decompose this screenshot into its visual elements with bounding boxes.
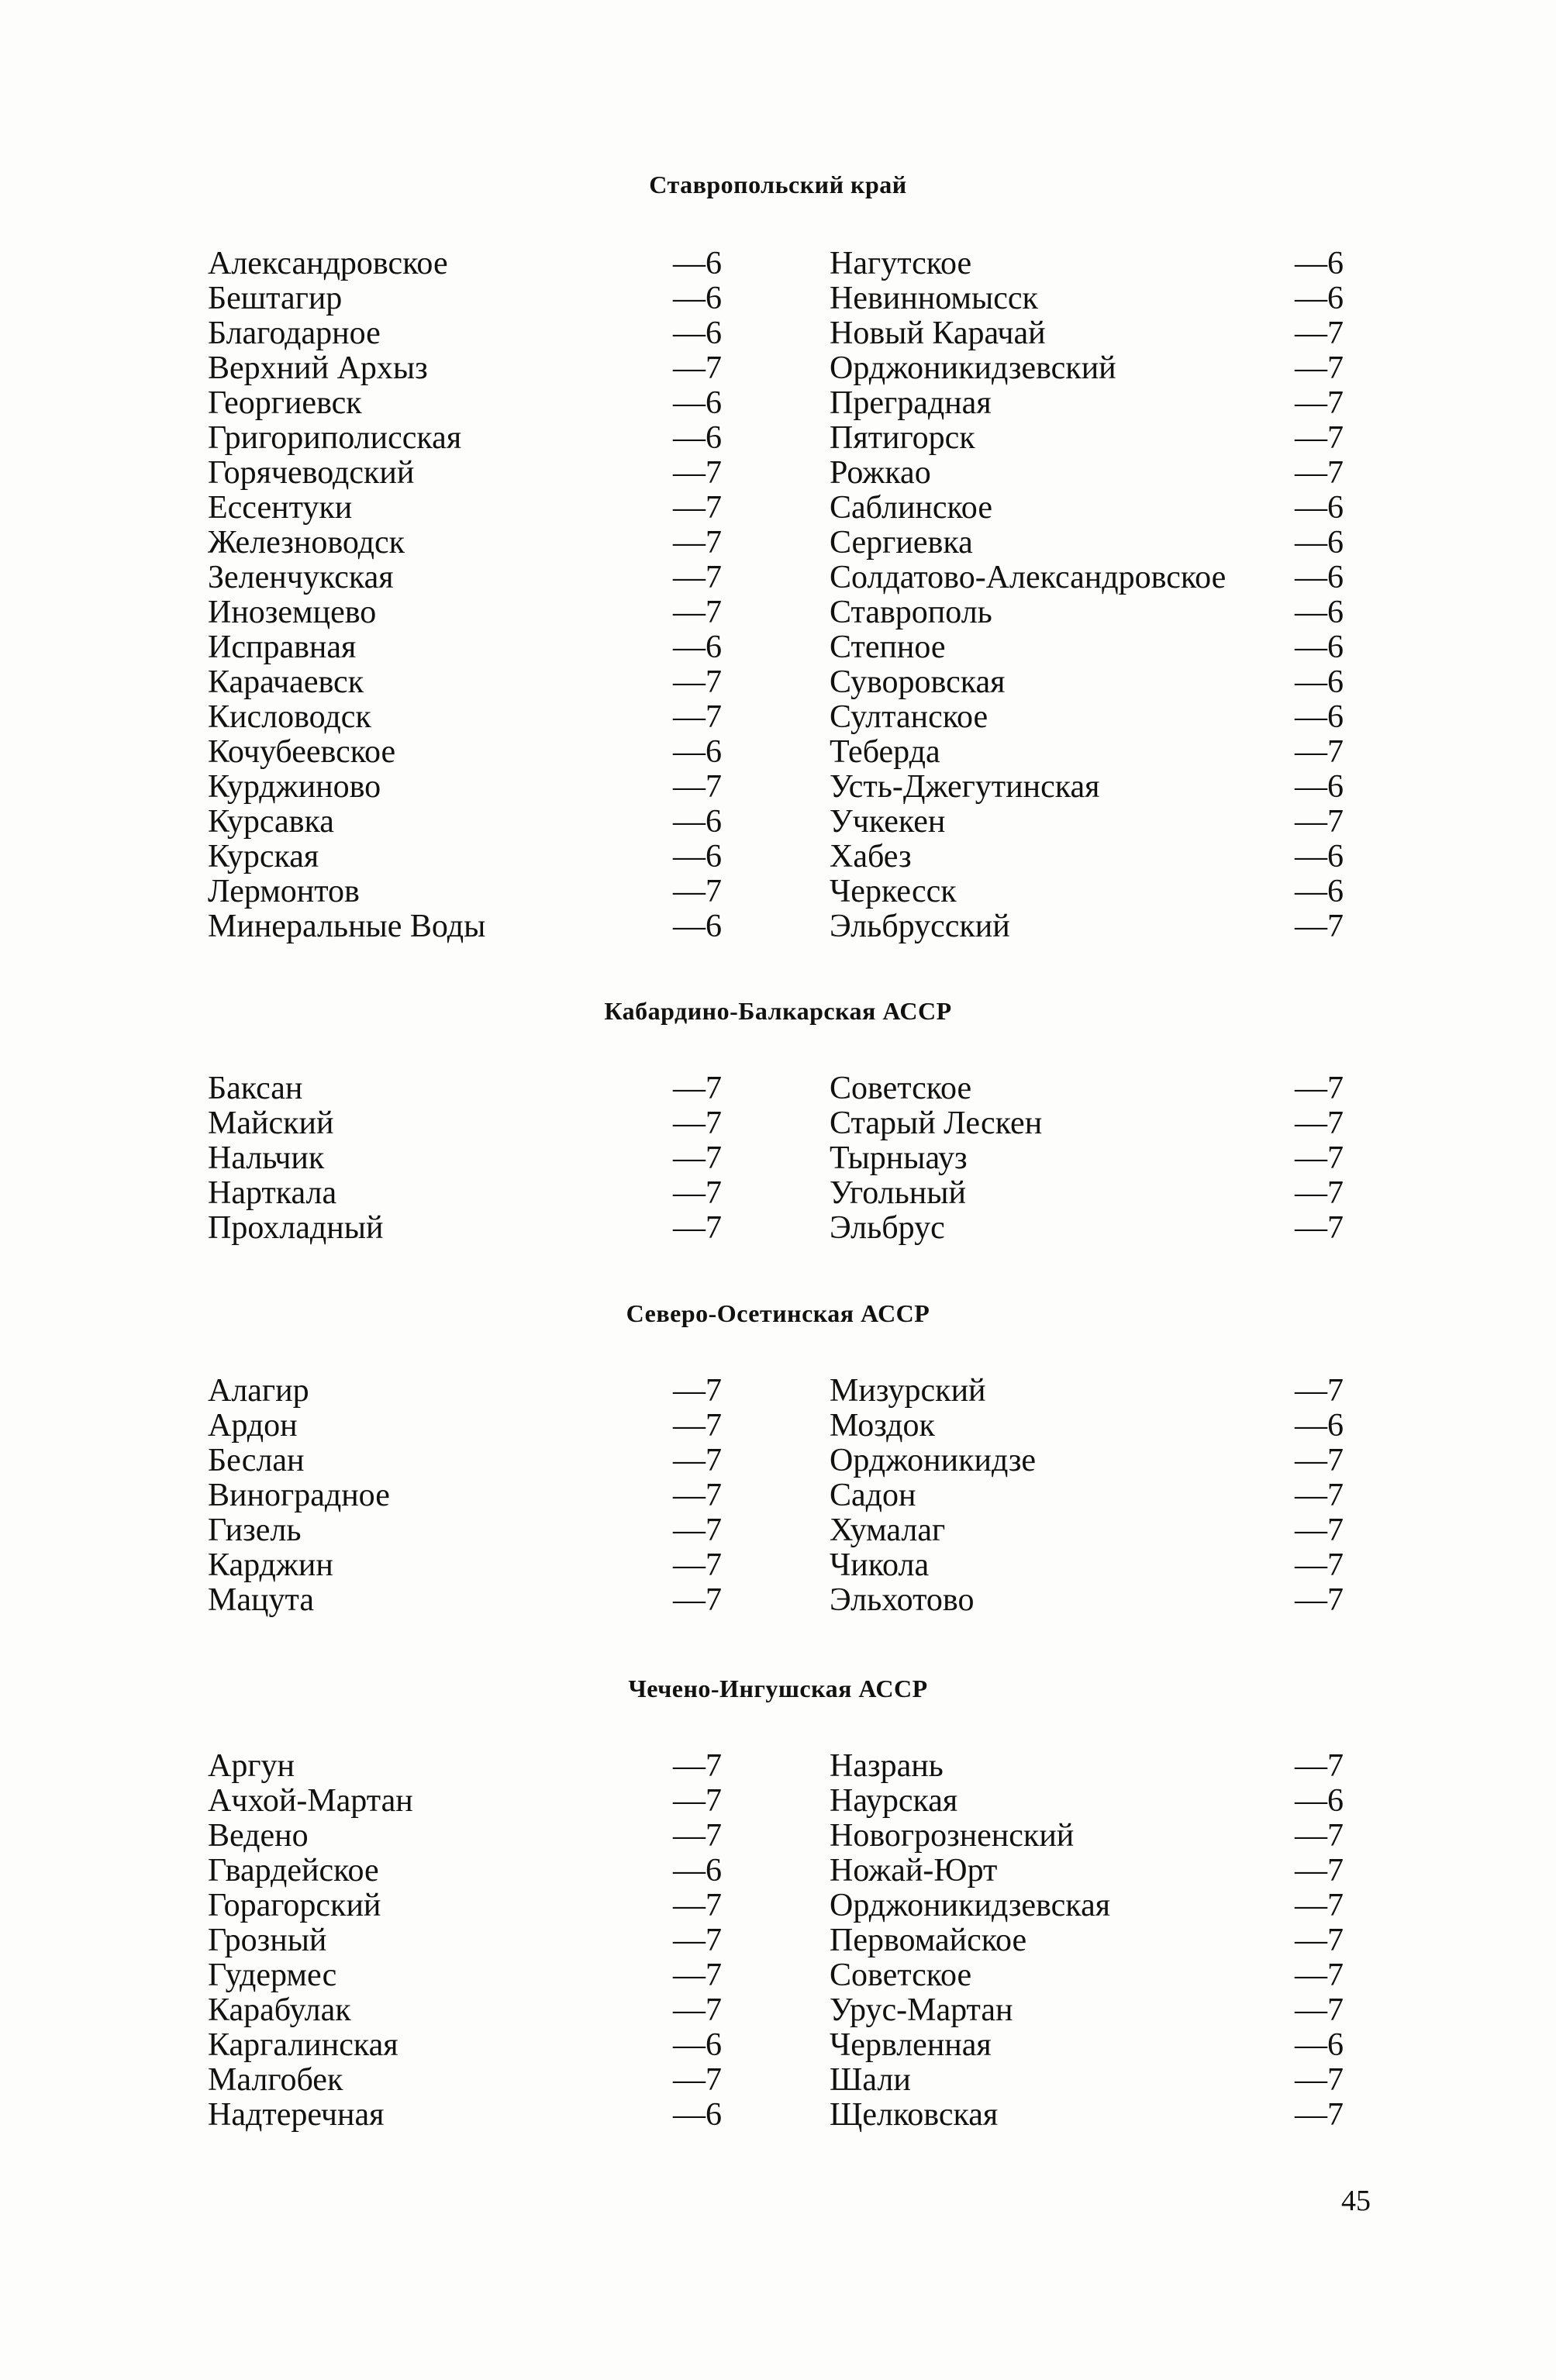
place-name: Ставрополь (830, 595, 992, 630)
place-name: Эльбрус (830, 1210, 945, 1246)
place-value: —7 (1295, 1582, 1344, 1618)
place-value: —6 (1295, 769, 1344, 805)
place-value: —7 (673, 1175, 722, 1211)
place-name: Верхний Архыз (208, 350, 428, 386)
place-value: —7 (1295, 350, 1344, 386)
place-name: Мацута (208, 1582, 314, 1618)
place-name: Садон (830, 1478, 916, 1513)
table-row (0, 1374, 1556, 1409)
table-row (0, 1478, 1556, 1513)
place-value: —6 (1295, 525, 1344, 561)
place-value: —7 (1295, 2062, 1344, 2098)
table-row (0, 1409, 1556, 1444)
table-row (0, 909, 1556, 944)
table-row (0, 1548, 1556, 1583)
table-row (0, 1176, 1556, 1211)
place-value: —6 (673, 316, 722, 351)
table-row (0, 1923, 1556, 1958)
place-name: Эльбрусский (830, 909, 1010, 944)
place-name: Горагорский (208, 1888, 381, 1923)
place-name: Преградная (830, 385, 992, 421)
table-row (0, 630, 1556, 665)
place-value: —7 (1295, 2097, 1344, 2133)
place-value: —6 (1295, 1783, 1344, 1819)
place-name: Надтеречная (208, 2097, 385, 2133)
place-value: —6 (1295, 1408, 1344, 1444)
place-value: —7 (673, 1923, 722, 1958)
table-row (0, 491, 1556, 526)
place-name: Ессентуки (208, 490, 353, 526)
table-row (0, 1854, 1556, 1888)
place-value: —7 (673, 1513, 722, 1548)
place-value: —7 (1295, 1957, 1344, 1993)
table-row (0, 1749, 1556, 1784)
place-name: Невинномысск (830, 281, 1038, 316)
place-value: —7 (1295, 420, 1344, 456)
place-value: —7 (1295, 1818, 1344, 1854)
place-name: Малгобек (208, 2062, 343, 2098)
place-value: —6 (1295, 560, 1344, 595)
place-value: —7 (1295, 1888, 1344, 1923)
place-name: Червленная (830, 2027, 992, 2063)
page-number: 45 (1341, 2185, 1371, 2217)
place-name: Орджоникидзевская (830, 1888, 1111, 1923)
place-value: —7 (1295, 1547, 1344, 1583)
place-name: Прохладный (208, 1210, 384, 1246)
place-name: Первомайское (830, 1923, 1027, 1958)
place-value: —6 (673, 2097, 722, 2133)
place-value: —6 (1295, 595, 1344, 630)
place-value: —7 (1295, 1373, 1344, 1409)
place-name: Горячеводский (208, 455, 415, 491)
place-value: —7 (673, 1408, 722, 1444)
place-value: —7 (1295, 1923, 1344, 1958)
place-name: Наурская (830, 1783, 958, 1819)
place-name: Нальчик (208, 1140, 325, 1176)
table-row (0, 351, 1556, 386)
place-name: Назрань (830, 1748, 944, 1784)
table-row (0, 2063, 1556, 2098)
table-row (0, 1784, 1556, 1819)
place-name: Орджоникидзе (830, 1443, 1037, 1478)
section-title: Чечено-Ингушская АССР (628, 1675, 928, 1702)
table-row (0, 1211, 1556, 1246)
place-name: Гудермес (208, 1957, 337, 1993)
place-value: —6 (1295, 874, 1344, 909)
place-value: —7 (673, 560, 722, 595)
place-value: —7 (673, 1071, 722, 1106)
table-row (0, 526, 1556, 561)
place-name: Александровское (208, 246, 448, 281)
table-row (0, 1819, 1556, 1854)
place-list (0, 247, 1556, 944)
place-value: —7 (673, 1443, 722, 1478)
place-value: —6 (673, 2027, 722, 2063)
table-row (0, 805, 1556, 840)
place-value: —7 (673, 2062, 722, 2098)
place-name: Зеленчукская (208, 560, 394, 595)
place-value: —7 (673, 1210, 722, 1246)
place-name: Шали (830, 2062, 911, 2098)
place-value: —7 (673, 1888, 722, 1923)
place-value: —7 (1295, 804, 1344, 840)
place-name: Султанское (830, 699, 988, 735)
table-row (0, 595, 1556, 630)
place-value: —7 (1295, 1748, 1344, 1784)
place-name: Старый Лескен (830, 1105, 1043, 1141)
place-value: —6 (1295, 664, 1344, 700)
place-value: —6 (673, 281, 722, 316)
place-name: Кочубеевское (208, 734, 396, 770)
table-row (0, 1958, 1556, 1993)
table-row (0, 1071, 1556, 1106)
place-value: —7 (673, 1992, 722, 2028)
place-name: Бештагир (208, 281, 343, 316)
place-name: Рожкао (830, 455, 931, 491)
place-name: Эльхотово (830, 1582, 975, 1618)
place-value: —7 (1295, 1071, 1344, 1106)
place-name: Хумалаг (830, 1513, 946, 1548)
place-name: Карабулак (208, 1992, 351, 2028)
place-value: —6 (1295, 281, 1344, 316)
place-value: —6 (673, 420, 722, 456)
place-value: —7 (673, 455, 722, 491)
place-name: Ачхой-Мартан (208, 1783, 413, 1819)
table-row (0, 2028, 1556, 2063)
place-value: —7 (1295, 1443, 1344, 1478)
place-name: Аргун (208, 1748, 295, 1784)
table-row (0, 1106, 1556, 1141)
place-value: —6 (673, 385, 722, 421)
place-value: —6 (673, 909, 722, 944)
place-value: —6 (673, 804, 722, 840)
place-name: Черкесск (830, 874, 957, 909)
place-name: Баксан (208, 1071, 303, 1106)
table-row (0, 1888, 1556, 1923)
place-value: —7 (1295, 1478, 1344, 1513)
place-value: —7 (673, 1547, 722, 1583)
place-value: —6 (1295, 2027, 1344, 2063)
place-name: Ведено (208, 1818, 309, 1854)
table-row (0, 1993, 1556, 2028)
place-name: Каргалинская (208, 2027, 398, 2063)
place-name: Карачаевск (208, 664, 364, 700)
place-name: Солдатово-Александровское (830, 560, 1227, 595)
place-name: Гизель (208, 1513, 302, 1548)
table-row (0, 316, 1556, 351)
section-title: Кабардино-Балкарская АССР (604, 997, 952, 1025)
table-row (0, 1583, 1556, 1618)
table-row (0, 386, 1556, 421)
place-value: —7 (673, 769, 722, 805)
place-name: Теберда (830, 734, 940, 770)
place-name: Моздок (830, 1408, 935, 1444)
place-name: Алагир (208, 1373, 309, 1409)
place-name: Учкекен (830, 804, 946, 840)
table-row (0, 2098, 1556, 2133)
table-row (0, 456, 1556, 491)
place-name: Степное (830, 629, 946, 665)
place-name: Сергиевка (830, 525, 973, 561)
place-value: —7 (673, 1105, 722, 1141)
place-value: —7 (673, 1140, 722, 1176)
place-list (0, 1071, 1556, 1246)
place-name: Тырныауз (830, 1140, 968, 1176)
place-name: Советское (830, 1071, 972, 1106)
place-name: Беслан (208, 1443, 305, 1478)
table-row (0, 1141, 1556, 1176)
place-value: —6 (673, 629, 722, 665)
place-value: —7 (673, 350, 722, 386)
place-name: Гвардейское (208, 1853, 379, 1888)
place-value: —7 (1295, 1210, 1344, 1246)
place-value: —7 (673, 490, 722, 526)
place-value: —7 (673, 664, 722, 700)
place-value: —6 (673, 734, 722, 770)
place-value: —6 (1295, 699, 1344, 735)
place-value: —7 (1295, 1175, 1344, 1211)
table-row (0, 421, 1556, 456)
place-value: —6 (673, 246, 722, 281)
place-value: —7 (673, 1373, 722, 1409)
place-name: Урус-Мартан (830, 1992, 1013, 2028)
table-row (0, 874, 1556, 909)
place-value: —7 (1295, 455, 1344, 491)
table-row (0, 1444, 1556, 1478)
place-name: Ардон (208, 1408, 298, 1444)
place-name: Лермонтов (208, 874, 360, 909)
place-name: Виноградное (208, 1478, 390, 1513)
place-name: Карджин (208, 1547, 333, 1583)
place-name: Курсавка (208, 804, 334, 840)
place-value: —7 (1295, 1513, 1344, 1548)
place-value: —7 (673, 1582, 722, 1618)
place-value: —6 (673, 1853, 722, 1888)
place-list (0, 1374, 1556, 1618)
place-name: Суворовская (830, 664, 1006, 700)
place-value: —7 (673, 1818, 722, 1854)
place-value: —6 (1295, 839, 1344, 874)
place-value: —7 (1295, 734, 1344, 770)
table-row (0, 840, 1556, 874)
place-value: —7 (673, 1957, 722, 1993)
table-row (0, 735, 1556, 770)
place-name: Нарткала (208, 1175, 337, 1211)
place-value: —7 (673, 1748, 722, 1784)
place-name: Орджоникидзевский (830, 350, 1116, 386)
place-name: Новогрозненский (830, 1818, 1075, 1854)
place-value: —6 (1295, 629, 1344, 665)
place-value: —7 (673, 874, 722, 909)
table-row (0, 770, 1556, 805)
place-name: Майский (208, 1105, 334, 1141)
place-list (0, 1749, 1556, 2133)
place-name: Иноземцево (208, 595, 377, 630)
place-name: Благодарное (208, 316, 381, 351)
place-value: —6 (673, 839, 722, 874)
place-value: —7 (1295, 1992, 1344, 2028)
place-name: Хабез (830, 839, 912, 874)
place-name: Курджиново (208, 769, 381, 805)
place-name: Усть-Джегутинская (830, 769, 1100, 805)
place-value: —7 (1295, 1853, 1344, 1888)
place-value: —7 (673, 1783, 722, 1819)
place-name: Минеральные Воды (208, 909, 486, 944)
place-name: Саблинское (830, 490, 992, 526)
place-name: Советское (830, 1957, 972, 1993)
place-name: Исправная (208, 629, 357, 665)
place-name: Курская (208, 839, 319, 874)
place-name: Железноводск (208, 525, 405, 561)
table-row (0, 700, 1556, 735)
place-name: Кисловодск (208, 699, 371, 735)
place-name: Георгиевск (208, 385, 362, 421)
table-row (0, 247, 1556, 281)
place-name: Пятигорск (830, 420, 975, 456)
section-title: Ставропольский край (649, 171, 907, 198)
place-name: Грозный (208, 1923, 327, 1958)
place-name: Новый Карачай (830, 316, 1046, 351)
place-name: Нагутское (830, 246, 972, 281)
place-value: —7 (1295, 316, 1344, 351)
place-value: —7 (1295, 1105, 1344, 1141)
place-name: Чикола (830, 1547, 930, 1583)
place-value: —6 (1295, 246, 1344, 281)
place-name: Ножай-Юрт (830, 1853, 998, 1888)
place-value: —7 (673, 525, 722, 561)
place-value: —7 (1295, 1140, 1344, 1176)
place-value: —7 (673, 595, 722, 630)
table-row (0, 665, 1556, 700)
place-value: —6 (1295, 490, 1344, 526)
section-title: Северо-Осетинская АССР (626, 1299, 930, 1327)
place-name: Угольный (830, 1175, 966, 1211)
table-row (0, 1513, 1556, 1548)
table-row (0, 281, 1556, 316)
place-value: —7 (673, 1478, 722, 1513)
place-name: Мизурский (830, 1373, 986, 1409)
place-value: —7 (673, 699, 722, 735)
table-row (0, 561, 1556, 595)
place-value: —7 (1295, 385, 1344, 421)
place-name: Григориполисская (208, 420, 462, 456)
place-value: —7 (1295, 909, 1344, 944)
place-name: Щелковская (830, 2097, 999, 2133)
